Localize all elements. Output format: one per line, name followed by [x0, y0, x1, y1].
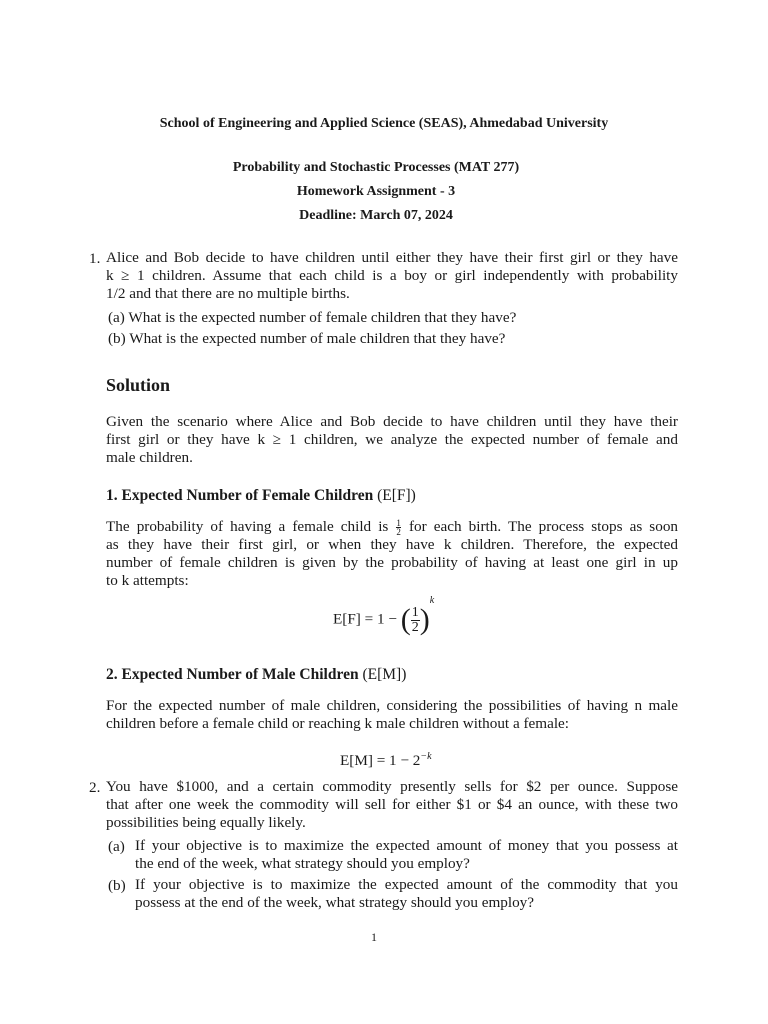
frac-num: 1	[396, 518, 401, 529]
solution-heading: Solution	[106, 375, 171, 395]
section-1-title-math: (E[F])	[377, 487, 416, 504]
solution-intro	[106, 413, 678, 467]
section-1-line-1	[106, 518, 678, 536]
section-1-line-2: as they have their first girl, or when they have k children. Therefore, the expected	[106, 536, 678, 554]
section-1-body	[106, 518, 678, 590]
part-text: What is the expected number of female children that they have?	[128, 309, 517, 326]
problem-2-number: 2.	[89, 779, 101, 796]
problem-2-statement	[106, 778, 678, 832]
problem-1-statement	[106, 249, 678, 303]
section-2-body	[106, 697, 678, 733]
frac-num: 1	[411, 604, 419, 620]
eq-exponent: −k	[420, 751, 432, 762]
part-a-line-2: the end of the week, what strategy should you employ?	[135, 855, 470, 872]
problem-1-line-2: k ≥ 1 children. Assume that each child is a boy or girl independently with probability	[106, 267, 678, 284]
part-label: (b)	[108, 330, 126, 347]
part-text: What is the expected number of male children that they have?	[129, 330, 506, 347]
intro-line-2: first girl or they have k ≥ 1 children, we analyze the expected number of female and	[106, 431, 678, 448]
section-2-line-1: For the expected number of male children, considering the possibilities of having n male	[106, 697, 678, 714]
frac-den: 2	[396, 527, 401, 538]
part-b-line-1: If your objective is to maximize the expected amount of the commodity that you	[135, 876, 678, 893]
eq-lhs: E[M] = 1 − 2	[340, 752, 421, 770]
eq-exponent: k	[429, 595, 435, 607]
problem-2-line-3: possibilities being equally likely.	[106, 814, 306, 831]
section-2-title-math: (E[M])	[362, 666, 407, 683]
part-b-line-2: possess at the end of the week, what strategy should you employ?	[135, 894, 535, 911]
section-1-title: 1. Expected Number of Female Children	[106, 487, 374, 504]
frac-den: 2	[411, 619, 419, 635]
part-a-line-1: If your objective is to maximize the expected amount of money that you possess at	[135, 837, 678, 854]
section-1-line-4: to k attempts:	[106, 572, 189, 590]
text-fragment: for each birth. The process stops as soon	[409, 518, 679, 535]
eq-lhs: E[F] = 1 −	[333, 610, 397, 628]
section-1-line-3: number of female children is given by the probability of having at least one girl in up	[106, 554, 678, 572]
problem-2-line-1: You have $1000, and a certain commodity presently sells for $2 per ounce. Suppose	[106, 778, 678, 795]
text-fragment: The probability of having a female child is	[106, 518, 389, 535]
problem-1-line-3: 1/2 and that there are no multiple births.	[106, 285, 350, 302]
problem-2-part-b-label: (b)	[108, 877, 126, 894]
section-2-line-2: children before a female child or reaching k male children without a female:	[106, 715, 570, 732]
section-2-heading	[106, 666, 406, 684]
fraction-one-half	[396, 519, 401, 536]
problem-2-part-b	[135, 876, 678, 912]
part-label: (a)	[108, 309, 125, 326]
section-1-heading	[106, 487, 416, 505]
problem-2-part-a	[135, 837, 678, 873]
problem-2-part-a-label: (a)	[108, 838, 125, 855]
institution-title: School of Engineering and Applied Science (SEAS), Ahmedabad University	[159, 116, 609, 131]
page-number: 1	[371, 930, 377, 944]
problem-1-part-a	[108, 309, 680, 327]
assignment-title: Homework Assignment - 3	[296, 184, 456, 199]
eq-fraction	[411, 606, 420, 635]
equation-expected-male	[340, 751, 432, 770]
problem-1-part-b	[108, 330, 680, 348]
problem-2-line-2: that after one week the commodity will sell for either $1 or $4 an ounce, with these two	[106, 796, 678, 813]
deadline: Deadline: March 07, 2024	[299, 208, 453, 223]
left-paren: (	[400, 603, 411, 636]
course-title: Probability and Stochastic Processes (MAT 277)	[232, 160, 520, 175]
intro-line-3: male children.	[106, 449, 193, 466]
section-2-title: 2. Expected Number of Male Children	[106, 666, 359, 683]
equation-expected-female	[333, 595, 435, 637]
right-paren: )	[419, 603, 430, 636]
problem-1-number: 1.	[89, 250, 101, 267]
problem-1-line-1: Alice and Bob decide to have children until either they have their first girl or they have	[106, 249, 678, 266]
intro-line-1: Given the scenario where Alice and Bob decide to have children until they have their	[106, 413, 678, 430]
